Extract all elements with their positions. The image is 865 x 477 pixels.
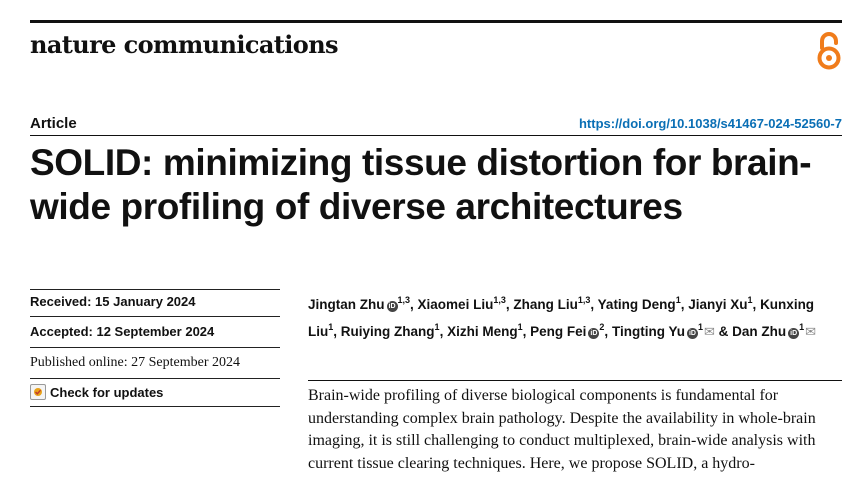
author-list <box>308 289 838 343</box>
author-affiliation: 1,3 <box>397 295 411 305</box>
author-item[interactable] <box>688 297 752 312</box>
author-affiliation: 1 <box>697 322 703 332</box>
check-updates-label: Check for updates <box>50 384 164 400</box>
published-date: Published online: 27 September 2024 <box>30 347 280 371</box>
abstract-text: Brain-wide profiling of diverse biological components is fundamental for understanding complex brain pathology. Despite the availability in whole-brain imaging, it is still challenging to conduct multiplexed, brain-wide analysis with current tissue clearing techniques. Here, we propose SOLID, a hydro- <box>308 387 816 472</box>
author-name: Dan Zhu <box>732 324 787 339</box>
top-rule <box>30 20 842 23</box>
author-name: Peng Fei <box>530 324 587 339</box>
article-title: SOLID: minimizing tissue distortion for brain-wide profiling of diverse architectures <box>30 142 812 227</box>
author-separator: , <box>333 324 338 339</box>
author-item[interactable] <box>598 297 681 312</box>
author-separator: , <box>410 297 414 312</box>
author-name: Tingting Yu <box>611 324 685 339</box>
author-item[interactable] <box>308 297 410 312</box>
author-item[interactable] <box>341 324 440 339</box>
author-affiliation: 1 <box>434 322 440 332</box>
doi-link[interactable]: https://doi.org/10.1038/s41467-024-52560-7 <box>578 116 842 131</box>
author-item[interactable] <box>732 324 816 339</box>
author-affiliation: 1 <box>517 322 523 332</box>
author-separator: , <box>590 297 595 312</box>
orcid-icon[interactable]: iD <box>590 330 598 337</box>
author-separator: , <box>680 297 685 312</box>
author-affiliation: 1 <box>328 322 334 332</box>
author-affiliation: 1 <box>675 295 681 305</box>
orcid-icon[interactable]: iD <box>688 330 696 337</box>
author-separator: , <box>752 297 757 312</box>
journal-name: nature communications <box>30 30 338 59</box>
author-affiliation: 1 <box>747 295 753 305</box>
author-separator: , <box>439 324 444 339</box>
author-item[interactable] <box>513 297 590 312</box>
author-separator: , <box>505 297 510 312</box>
check-updates-button[interactable] <box>30 384 280 400</box>
author-name: Jingtan Zhu <box>308 297 385 312</box>
author-separator: , <box>522 324 527 339</box>
author-name: Xiaomei Liu <box>417 297 494 312</box>
author-name: Kunxing Liu <box>308 297 815 339</box>
author-name: Xizhi Meng <box>447 324 518 339</box>
author-item[interactable] <box>418 297 506 312</box>
check-updates-icon <box>30 384 46 400</box>
author-affiliation: 1 <box>799 322 805 332</box>
author-separator: & <box>714 324 729 339</box>
author-separator: , <box>604 324 609 339</box>
author-name: Yating Deng <box>597 297 676 312</box>
open-access-icon <box>813 30 845 72</box>
received-date: Received: 15 January 2024 <box>30 289 280 309</box>
email-icon[interactable]: ✉ <box>703 324 715 339</box>
title-rule <box>30 135 842 136</box>
email-icon[interactable]: ✉ <box>805 324 817 339</box>
author-affiliation: 1,3 <box>577 295 591 305</box>
author-name: Ruiying Zhang <box>340 324 435 339</box>
accepted-date: Accepted: 12 September 2024 <box>30 316 280 339</box>
author-name: Zhang Liu <box>513 297 578 312</box>
abstract-rule <box>308 380 842 381</box>
orcid-icon[interactable]: iD <box>388 303 396 310</box>
author-name: Jianyi Xu <box>688 297 748 312</box>
author-item[interactable] <box>530 324 604 339</box>
orcid-icon[interactable]: iD <box>790 330 798 337</box>
article-type: Article <box>30 115 77 132</box>
author-affiliation: 1,3 <box>493 295 506 305</box>
author-item[interactable] <box>612 324 715 339</box>
check-updates-row <box>30 378 280 407</box>
author-affiliation: 2 <box>599 322 605 332</box>
author-item[interactable] <box>447 324 523 339</box>
